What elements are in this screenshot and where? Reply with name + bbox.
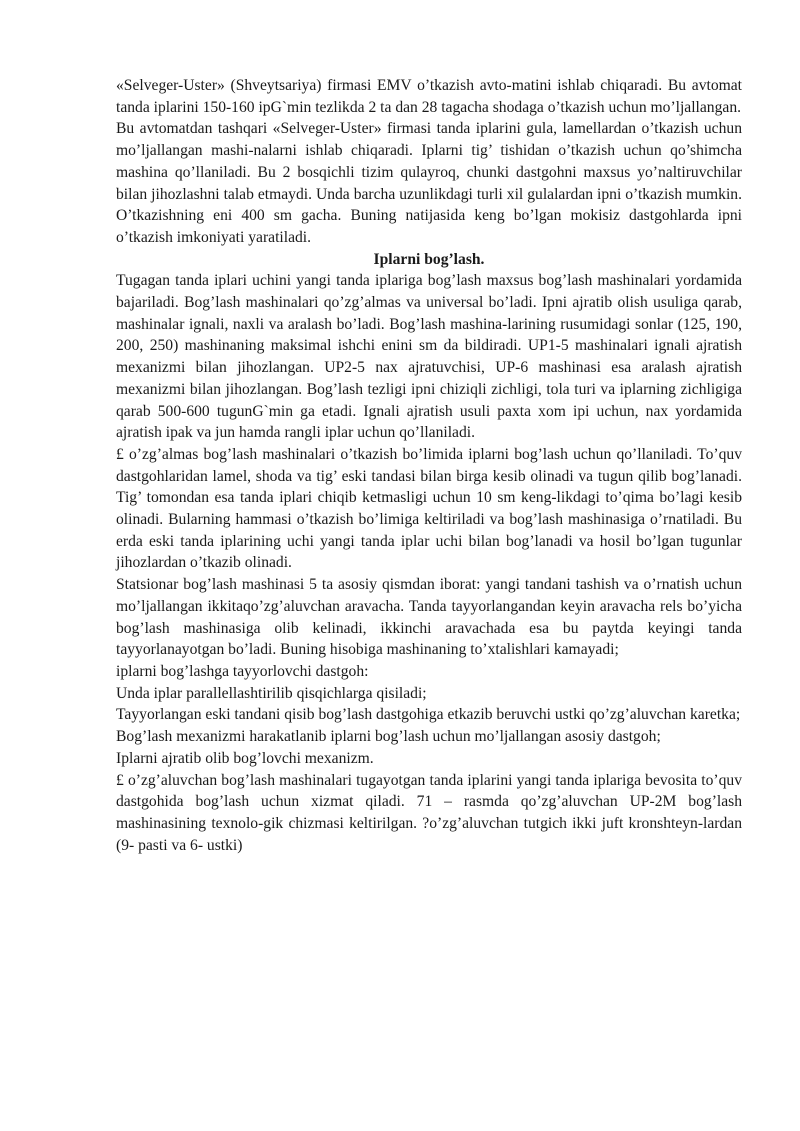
list-item-separating-mechanism: Iplarni ajratib olib bog’lovchi mexanizm. — [116, 749, 374, 767]
paragraph-tying-machines: Tugagan tanda iplari uchini yangi tanda iplariga bog’lash maxsus bog’lash mashinalari yordamida bajariladi. Bog’lash mashinalari qo’zg’almas va universal bo’ladi. Ipni ajratib olish usuliga qarab, mashinalar ignali, naxli va aralash bo’ladi. Bog’lash mashina-larining rusumidagi sonlar (125, 190, 200, 250) mashinaning maksimal ishchi enini sm da bildiradi. UP1-5 mashinalari ignali ajratish mexanizmi bilan jihozlangan. UP2-5 nax ajratuvchisi, UP-6 mashinasi esa aralash ajratish mexanizmi bilan jihozlangan. Bog’lash tezligi ipni chiziqli zichligi, tola turi va iplarning zichligiga qarab 500-600 tugunG`min ga etadi. Ignali ajratish usuli paxta xom ipi uchun, nax yordamida ajratish ipak va jun hamda rangli iplar uchun qo’llaniladi. — [116, 272, 742, 442]
paragraph-stationary-parts: Statsionar bog’lash mashinasi 5 ta asosiy qismdan iborat: yangi tandani tashish va o’rnatish uchun mo’ljallangan ikkitaqo’zg’aluvchan aravacha. Tanda tayyorlangandan keyin aravacha rels bo’yicha bog’lash mashinasiga olib kelinadi, ikkinchi aravachada esa bu paytda keyingi tanda tayyorlanayotgan bo’ladi. Buning hisobiga mashinaning to’xtalishlari kamayadi; — [116, 576, 742, 659]
list-item-clamps: Unda iplar parallellashtirilib qisqichlarga qisiladi; — [116, 684, 427, 702]
section-heading: Iplarni bog’lash. — [373, 250, 485, 268]
list-item-carriage: Tayyorlangan eski tandani qisib bog’lash dastgohiga etkazib beruvchi ustki qo’zg’aluvchan karetka; — [116, 706, 741, 724]
list-item-main-stand: Bog’lash mexanizmi harakatlanib iplarni bog’lash uchun mo’ljallangan asosiy dastgoh; — [116, 728, 661, 746]
paragraph-selveger-emv: «Selveger-Uster» (Shveytsariya) firmasi EMV o’tkazish avto-matini ishlab chiqaradi. Bu avtomat tanda iplarini 150-160 ipG`min tezlikda 2 ta dan 28 tagacha shodaga o’tkazish uchun mo’ljallangan. — [116, 77, 742, 116]
paragraph-stationary-use: £ o’zg’almas bog’lash mashinalari o’tkazish bo’limida iplarni bog’lash uchun qo’llaniladi. To’quv dastgohlaridan lamel, shoda va tig’ eski tandasi bilan birga kesib olinadi va tugun qilib bog’lanadi. Tig’ tomondan esa tanda iplari chiqib ketmasligi uchun 10 sm keng-likdagi to’qima bo’lagi kesib olinadi. Bularning hammasi o’tkazish bo’limiga keltiriladi va bog’lash mashinasiga o’rnatiladi. Bu erda eski tanda iplarining uchi yangi tanda iplar uchi bilan bog’lanadi va hosil bo’lgan tugunlar jihozlardan o’tkazib olinadi. — [116, 445, 742, 572]
paragraph-selveger-machines: Bu avtomatdan tashqari «Selveger-Uster» firmasi tanda iplarini gula, lamellardan o’tkazish uchun mo’ljallangan mashi-nalarni ishlab chiqaradi. Iplarni tig’ tishidan o’tkazish uchun qo’shimcha mashina qo’llaniladi. Bu 2 bosqichli tizim qulayroq, chunki dastgohni maxsus yo’naltiruvchilar bilan jihozlashni talab etmaydi. Unda barcha uzunlikdagi turli xil gulalardan ipni o’tkazish mumkin. O’tkazishning eni 400 sm gacha. Buning natijasida keng bo’lgan mokisiz dastgohlarda ipni o’tkazish imkoniyati yaratiladi. — [116, 120, 742, 246]
document-page — [116, 75, 742, 856]
paragraph-mobile-machines: £ o’zg’aluvchan bog’lash mashinalari tugayotgan tanda iplarini yangi tanda iplariga bevosita to’quv dastgohida bog’lash uchun xizmat qiladi. 71 – rasmda qo’zg’aluvchan UP-2M bog’lash mashinasining texnolo-gik chizmasi keltirilgan. ?o’zg’aluvchan tutgich ikki juft kronshteyn-lardan (9- pasti va 6- ustki) — [116, 771, 742, 854]
list-item-preparation-stand: iplarni bog’lashga tayyorlovchi dastgoh: — [116, 662, 369, 680]
